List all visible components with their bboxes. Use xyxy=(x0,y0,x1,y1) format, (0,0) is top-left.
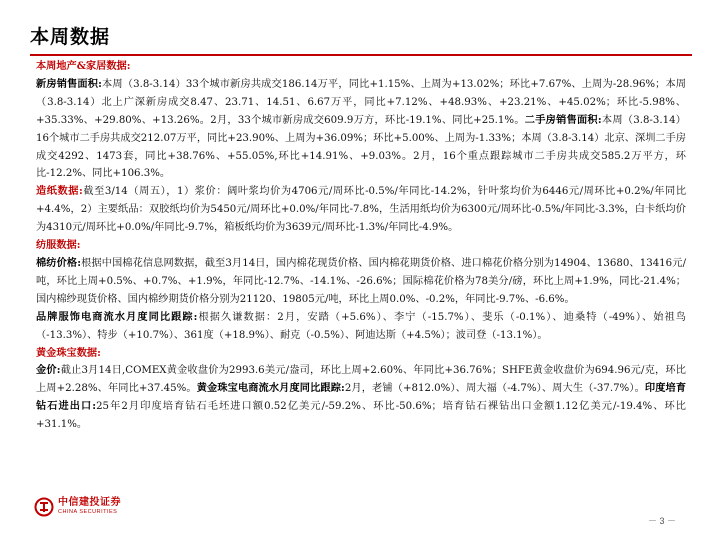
diamond-label: 印度培育钻石进出口: xyxy=(36,382,687,413)
second-home-text: 本周（3.8-3.14）16个城市二手房共成交212.07万平，同比+23.90%、上周为+36.09%；环比+5.00%、上周为-1.33%；本周（3.8-3.14）北京、深圳二手房成交4292、1473套，同比+38.76%、+55.05%,环比+14.91%、+9.03%。2月，16个重点跟踪城市二手房共成交585.2万平方，环比-12.2%、同比+106.3%。 xyxy=(36,114,686,180)
logo-name-en: CHINA SECURITIES xyxy=(58,509,118,516)
jewelry-paragraph xyxy=(36,362,686,434)
paper-text: 截至3/14（周五），1）浆价：阔叶浆均价为4706元/周环比-0.5%/年同比-14.2%，针叶浆均价为6446元/周环比+0.2%/年同比+4.4%，2）主要纸品：双胶纸均价为5450元/周环比+0.0%/年同比-7.8%，生活用纸均价为6300元/周环比-0.5%/年同比-3.3%，白卡纸均价为4310元/周环比+0.0%/年同比-9.7%，箱板纸均价为3639元/周环比-1.3%/年同比-4.9%。 xyxy=(36,186,687,234)
new-home-text: 本周（3.8-3.14）33个城市新房共成交186.14万平，同比+1.15%、上周为+13.02%；环比+7.67%、上周为-28.96%；本周（3.8-3.14）北上广深新房成交8.47、23.71、14.51、6.67万平，同比+7.12%、+48.93%、+23.21%、+45.02%；环比-5.98%、+35.33%、+29.80%、+13.26%。2月，33个城市新房成交609.9万方，环比-19.1%、同比+25.1%。 xyxy=(36,78,686,126)
paper-label: 造纸数据: xyxy=(36,185,83,198)
new-home-label: 新房销售面积: xyxy=(36,77,102,90)
realestate-heading: 本周地产&家居数据: xyxy=(36,60,131,72)
gold-text: 截止3月14日,COMEX黄金收盘价为2993.6美元/盎司，环比上周+2.60%、年同比+36.76%；SHFE黄金收盘价为694.96元/克，环比上周+2.28%、年同比+37.45%。 xyxy=(36,365,686,395)
realestate-paragraph xyxy=(36,76,686,183)
report-body xyxy=(36,58,686,434)
gold-label: 金价: xyxy=(36,364,61,377)
page-number: － 3 － xyxy=(647,516,676,526)
cotton-paragraph xyxy=(36,255,686,309)
brand-text: 根据久谦数据：2月，安踏（+5.6%）、李宁（-15.7%）、斐乐（-0.1%）、迪桑特（-49%）、始祖鸟（-13.3%）、特步（+10.7%）、361度（+18.9%）、耐克（-0.5%）、阿迪达斯（+4.5%）；波司登（-13.1%）。 xyxy=(36,311,686,341)
company-logo xyxy=(34,497,121,517)
diamond-text: 25年2月印度培育钻石毛坯进口额0.52亿美元/-59.2%、环比-50.6%；培育钻石裸钻出口金额1.12亿美元/-19.4%、环比+31.1%。 xyxy=(36,401,686,431)
jewelry-heading: 黄金珠宝数据: xyxy=(36,346,101,359)
ecom-text: 2月，老铺（+812.0%）、周大福（-4.7%）、周大生（-37.7%）。 xyxy=(344,383,645,395)
second-home-label: 二手房销售面积: xyxy=(524,113,602,126)
paper-paragraph xyxy=(36,183,686,237)
cotton-text: 根据中国棉花信息网数据，截至3月14日，国内棉花现货价格、国内棉花期货价格、进口棉花价格分别为14904、13680、13416元/吨，环比上周+0.5%、+0.7%、+1.9%，年同比-12.7%、-14.1%、-26.6%；国际棉花价格为78美分/磅，环比上周+1.9%，同比-21.4%；国内棉纱现货价格、国内棉纱期货价格分别为21120、19805元/吨，环比上周0.0%、-0.2%，年同比-9.7%、-6.6%。 xyxy=(36,257,686,305)
ecom-label: 黄金珠宝电商流水月度同比跟踪: xyxy=(196,382,345,395)
textile-heading: 纺服数据: xyxy=(36,239,81,252)
title-divider xyxy=(30,54,692,56)
page-title: 本周数据 xyxy=(30,26,111,48)
cotton-label: 棉纺价格: xyxy=(36,256,81,269)
logo-mark-icon xyxy=(34,497,54,517)
brand-paragraph xyxy=(36,309,686,345)
logo-name-cn: 中信建投证券 xyxy=(58,497,121,509)
brand-label: 品牌服饰电商流水月度同比跟踪: xyxy=(36,310,198,323)
